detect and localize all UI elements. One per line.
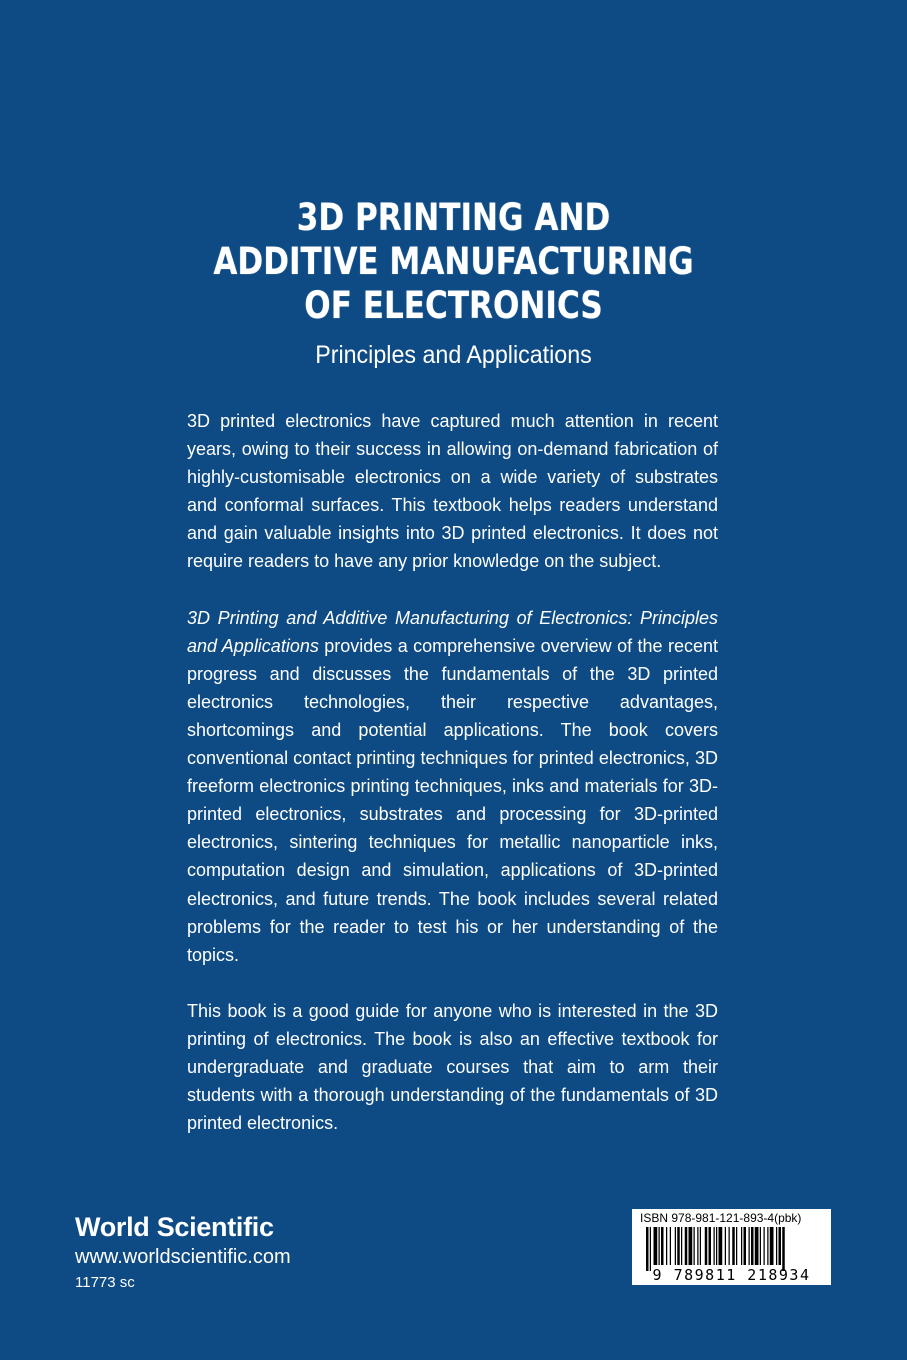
barcode-bar: [764, 1227, 765, 1265]
barcode-bar: [646, 1227, 649, 1271]
barcode-bar: [719, 1227, 723, 1265]
barcode-bar: [705, 1227, 708, 1265]
book-title-line-3: OF ELECTRONICS: [304, 284, 603, 327]
barcode-bar: [782, 1227, 785, 1271]
barcode-bar: [661, 1227, 664, 1265]
barcode-bar: [716, 1227, 717, 1265]
barcode-bar: [670, 1227, 671, 1265]
barcode-bar: [677, 1227, 680, 1265]
barcode-bar: [709, 1227, 712, 1265]
barcode-bar: [749, 1227, 750, 1265]
barcode-bar: [767, 1227, 768, 1265]
barcode-bar: [779, 1227, 782, 1265]
description-title-italic: 3D Printing and Additive Manufacturing of Electronics: Principles and Applications: [187, 607, 718, 656]
publisher-code: 11773 sc: [75, 1274, 135, 1291]
barcode-bar: [700, 1227, 701, 1265]
description-paragraph-2-text: provides a comprehensive overview of the recent progress and discusses the fundamentals of the 3D printed electronics technologies, their respective advantages, shortcomings and potential applications. The book covers conventional contact printing techniques for printed electronics, 3D freeform electronics printing techniques, inks and materials for 3D-printed electronics, substrates and processing for 3D-printed electronics, sintering techniques for metallic nanoparticle inks, computation design and simulation, applications of 3D-printed electronics, and future trends. The book includes several related problems for the reader to test his or her understanding of the topics.: [187, 635, 718, 965]
description-paragraph-3: This book is a good guide for anyone who is interested in the 3D printing of electronics. The book is also an effective textbook for undergraduate and graduate courses that aim to arm their students with a thorough understanding of the fundamentals of 3D printed electronics.: [187, 1000, 718, 1134]
barcode-bar: [694, 1227, 695, 1265]
barcode-bar: [732, 1227, 735, 1265]
barcode-digits: 9 789811 218934: [652, 1266, 811, 1284]
barcode-bars: [636, 1227, 827, 1271]
barcode-bar: [741, 1227, 742, 1265]
barcode-bar: [714, 1227, 715, 1265]
barcode-bar: [654, 1227, 658, 1265]
isbn-barcode: [632, 1209, 831, 1285]
publisher-name: World Scientific: [75, 1212, 274, 1242]
barcode-bar: [681, 1227, 682, 1265]
book-subtitle: Principles and Applications: [315, 341, 592, 369]
barcode-bar: [675, 1227, 676, 1265]
barcode-bar: [689, 1227, 693, 1265]
barcode-bar: [755, 1227, 759, 1265]
description-paragraph-1: 3D printed electronics have captured much attention in recent years, owing to their success in allowing on-demand fabrication of highly-customisable electronics on a wide variety of substrates and conformal surfaces. This textbook helps readers understand and gain valuable insights into 3D printed electronics. It does not require readers to have any prior knowledge on the subject.: [187, 411, 718, 572]
barcode-bar: [650, 1227, 651, 1271]
barcode-bar: [697, 1227, 698, 1265]
book-title-line-2: ADDITIVE MANUFACTURING: [213, 240, 694, 283]
barcode-bar: [760, 1227, 761, 1265]
description-paragraph-2: [187, 604, 718, 969]
barcode-bar: [770, 1227, 774, 1265]
barcode-bar: [751, 1227, 754, 1265]
barcode-bar: [776, 1227, 777, 1265]
barcode-bar: [729, 1227, 730, 1265]
book-description: [187, 407, 718, 1165]
barcode-bar: [736, 1227, 737, 1265]
isbn-label: ISBN 978-981-121-893-4(pbk): [640, 1211, 802, 1225]
barcode-bar: [725, 1227, 726, 1265]
title-block: [0, 196, 907, 370]
barcode-bar: [659, 1227, 660, 1265]
barcode-bar: [666, 1227, 667, 1265]
publisher-url[interactable]: www.worldscientific.com: [75, 1246, 291, 1268]
book-title-line-1: 3D PRINTING AND: [296, 196, 611, 239]
publisher-block: [75, 1210, 375, 1294]
barcode-bar: [685, 1227, 688, 1265]
barcode-bar: [744, 1227, 747, 1265]
